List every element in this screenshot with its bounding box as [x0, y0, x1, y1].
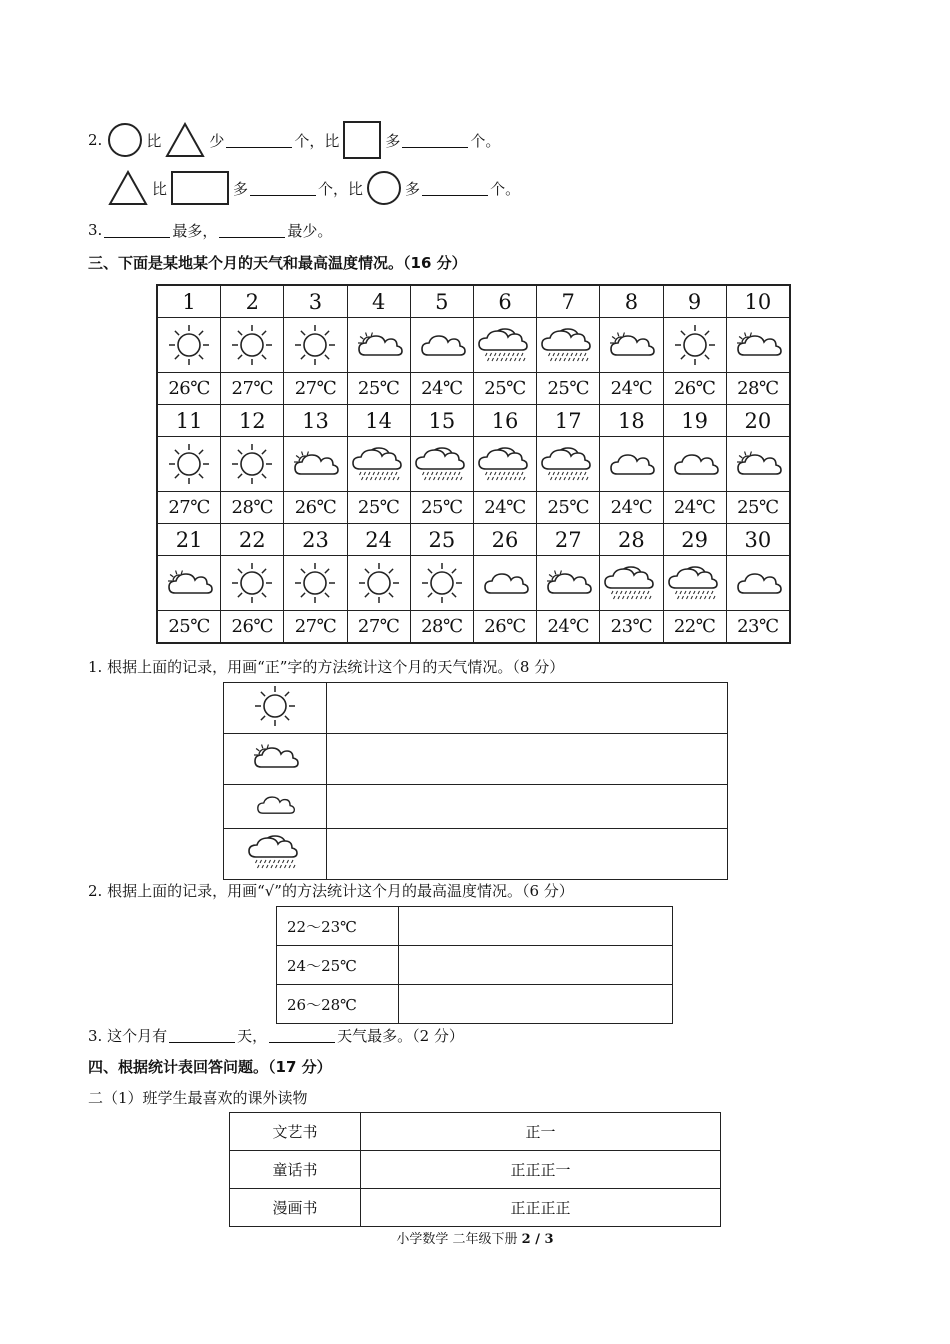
day-number: 28 — [600, 524, 663, 556]
partly-cloudy-icon — [157, 556, 221, 611]
tally-answer-cell[interactable] — [399, 907, 673, 946]
day-number: 26 — [473, 524, 536, 556]
rainy-icon — [663, 556, 726, 611]
temperature-value: 24℃ — [600, 373, 663, 405]
tally-value: 正正正一 — [361, 1151, 721, 1189]
sunny-icon — [347, 556, 410, 611]
temp-range-label: 22～23℃ — [277, 907, 399, 946]
temperature-value: 27℃ — [284, 611, 347, 644]
day-number: 10 — [726, 285, 790, 318]
sub2-text: 2. 根据上面的记录，用画“√”的方法统计这个月的最高温度情况。（6 分） — [88, 882, 574, 900]
temperature-value: 25℃ — [726, 492, 790, 524]
temperature-value: 28℃ — [221, 492, 284, 524]
tally-answer-cell[interactable] — [327, 734, 728, 785]
temperature-value: 25℃ — [157, 611, 221, 644]
rainy-icon — [537, 318, 600, 373]
day-number: 16 — [473, 405, 536, 437]
temperature-value: 23℃ — [600, 611, 663, 644]
answer-blank[interactable] — [422, 181, 488, 196]
answer-blank[interactable] — [402, 133, 468, 148]
sunny-icon — [284, 556, 347, 611]
day-number: 6 — [473, 285, 536, 318]
weather-icon-cell — [224, 829, 327, 880]
day-number: 14 — [347, 405, 410, 437]
q2-line2: 比 多 个，比 多 个。 — [104, 168, 520, 208]
day-number: 7 — [537, 285, 600, 318]
day-number: 30 — [726, 524, 790, 556]
temperature-value: 24℃ — [537, 611, 600, 644]
day-number: 15 — [410, 405, 473, 437]
temperature-value: 24℃ — [473, 492, 536, 524]
section4-title: 四、根据统计表回答问题。（17 分） — [88, 1058, 332, 1076]
partly-cloudy-icon — [726, 437, 790, 492]
rainy-icon — [473, 437, 536, 492]
partly-cloudy-icon — [537, 556, 600, 611]
day-number: 25 — [410, 524, 473, 556]
temperature-value: 26℃ — [473, 611, 536, 644]
temperature-value: 27℃ — [221, 373, 284, 405]
rainy-icon — [347, 437, 410, 492]
temperature-value: 25℃ — [473, 373, 536, 405]
day-number: 1 — [157, 285, 221, 318]
temperature-value: 26℃ — [284, 492, 347, 524]
partly-cloudy-icon — [600, 318, 663, 373]
tally-value: 正正正正 — [361, 1189, 721, 1227]
day-number: 4 — [347, 285, 410, 318]
day-number: 3 — [284, 285, 347, 318]
book-type-label: 童话书 — [230, 1151, 361, 1189]
temperature-value: 27℃ — [157, 492, 221, 524]
section3-title: 三、下面是某地某个月的天气和最高温度情况。（16 分） — [88, 254, 467, 272]
temperature-value: 25℃ — [537, 492, 600, 524]
tally-answer-cell[interactable] — [327, 785, 728, 829]
weather-icon-cell — [224, 785, 327, 829]
tally-answer-cell[interactable] — [399, 946, 673, 985]
sunny-icon — [221, 556, 284, 611]
sunny-icon — [663, 318, 726, 373]
day-number: 19 — [663, 405, 726, 437]
temperature-value: 27℃ — [284, 373, 347, 405]
answer-blank[interactable] — [226, 133, 292, 148]
temperature-value: 25℃ — [347, 492, 410, 524]
circle-shape — [367, 171, 401, 205]
day-number: 12 — [221, 405, 284, 437]
rectangle-shape — [171, 171, 229, 205]
sub1-text: 1. 根据上面的记录，用画“正”字的方法统计这个月的天气情况。（8 分） — [88, 658, 565, 676]
temperature-value: 27℃ — [347, 611, 410, 644]
temperature-tally-table — [276, 906, 673, 1024]
cloudy-icon — [410, 318, 473, 373]
day-number: 27 — [537, 524, 600, 556]
temp-range-label: 26～28℃ — [277, 985, 399, 1024]
cloudy-icon — [726, 556, 790, 611]
partly-cloudy-icon — [247, 765, 303, 783]
cloudy-icon — [251, 809, 299, 827]
weather-grid — [156, 284, 791, 644]
book-type-label: 文艺书 — [230, 1113, 361, 1151]
answer-blank[interactable] — [269, 1028, 335, 1043]
circle-shape — [108, 123, 142, 157]
day-number: 23 — [284, 524, 347, 556]
temperature-value: 28℃ — [410, 611, 473, 644]
tally-answer-cell[interactable] — [327, 829, 728, 880]
answer-blank[interactable] — [219, 223, 285, 238]
weather-icon-cell — [224, 683, 327, 734]
temperature-value: 25℃ — [347, 373, 410, 405]
reading-stats-table — [229, 1112, 721, 1227]
temperature-value: 26℃ — [663, 373, 726, 405]
temp-range-label: 24～25℃ — [277, 946, 399, 985]
sunny-icon — [284, 318, 347, 373]
book-type-label: 漫画书 — [230, 1189, 361, 1227]
temperature-value: 24℃ — [600, 492, 663, 524]
cloudy-icon — [663, 437, 726, 492]
triangle-shape — [165, 122, 205, 158]
day-number: 24 — [347, 524, 410, 556]
temperature-value: 26℃ — [157, 373, 221, 405]
day-number: 11 — [157, 405, 221, 437]
day-number: 17 — [537, 405, 600, 437]
rainy-icon — [473, 318, 536, 373]
q2-line1: 2. 比 少 个，比 多 个。 — [88, 120, 500, 160]
partly-cloudy-icon — [726, 318, 790, 373]
day-number: 29 — [663, 524, 726, 556]
triangle-shape — [108, 170, 148, 206]
day-number: 20 — [726, 405, 790, 437]
rainy-icon — [537, 437, 600, 492]
sunny-icon — [157, 318, 221, 373]
sunny-icon — [221, 318, 284, 373]
temperature-value: 25℃ — [537, 373, 600, 405]
temperature-value: 23℃ — [726, 611, 790, 644]
answer-blank[interactable] — [169, 1028, 235, 1043]
partly-cloudy-icon — [284, 437, 347, 492]
day-number: 8 — [600, 285, 663, 318]
sunny-icon — [157, 437, 221, 492]
tally-answer-cell[interactable] — [327, 683, 728, 734]
rainy-icon — [410, 437, 473, 492]
temperature-value: 24℃ — [663, 492, 726, 524]
sunny-icon — [221, 437, 284, 492]
sub3-line: 3. 这个月有 天， 天气最多。（2 分） — [88, 1026, 464, 1045]
weather-icon-cell — [224, 734, 327, 785]
sunny-icon — [247, 714, 303, 732]
rainy-icon — [247, 860, 303, 878]
weather-tally-table — [223, 682, 728, 880]
day-number: 5 — [410, 285, 473, 318]
day-number: 2 — [221, 285, 284, 318]
q3-line: 3. 最多， 最少。 — [88, 221, 333, 240]
partly-cloudy-icon — [347, 318, 410, 373]
square-shape — [343, 121, 381, 159]
day-number: 21 — [157, 524, 221, 556]
temperature-value: 26℃ — [221, 611, 284, 644]
cloudy-icon — [600, 437, 663, 492]
answer-blank[interactable] — [250, 181, 316, 196]
day-number: 22 — [221, 524, 284, 556]
page-footer: 小学数学 二年级下册 2 / 3 — [396, 1232, 554, 1247]
temperature-value: 28℃ — [726, 373, 790, 405]
cloudy-icon — [473, 556, 536, 611]
day-number: 13 — [284, 405, 347, 437]
temperature-value: 24℃ — [410, 373, 473, 405]
day-number: 9 — [663, 285, 726, 318]
sunny-icon — [410, 556, 473, 611]
answer-blank[interactable] — [104, 223, 170, 238]
temperature-value: 25℃ — [410, 492, 473, 524]
rainy-icon — [600, 556, 663, 611]
temperature-value: 22℃ — [663, 611, 726, 644]
table-caption: 二（1）班学生最喜欢的课外读物 — [88, 1089, 308, 1107]
day-number: 18 — [600, 405, 663, 437]
tally-value: 正一 — [361, 1113, 721, 1151]
